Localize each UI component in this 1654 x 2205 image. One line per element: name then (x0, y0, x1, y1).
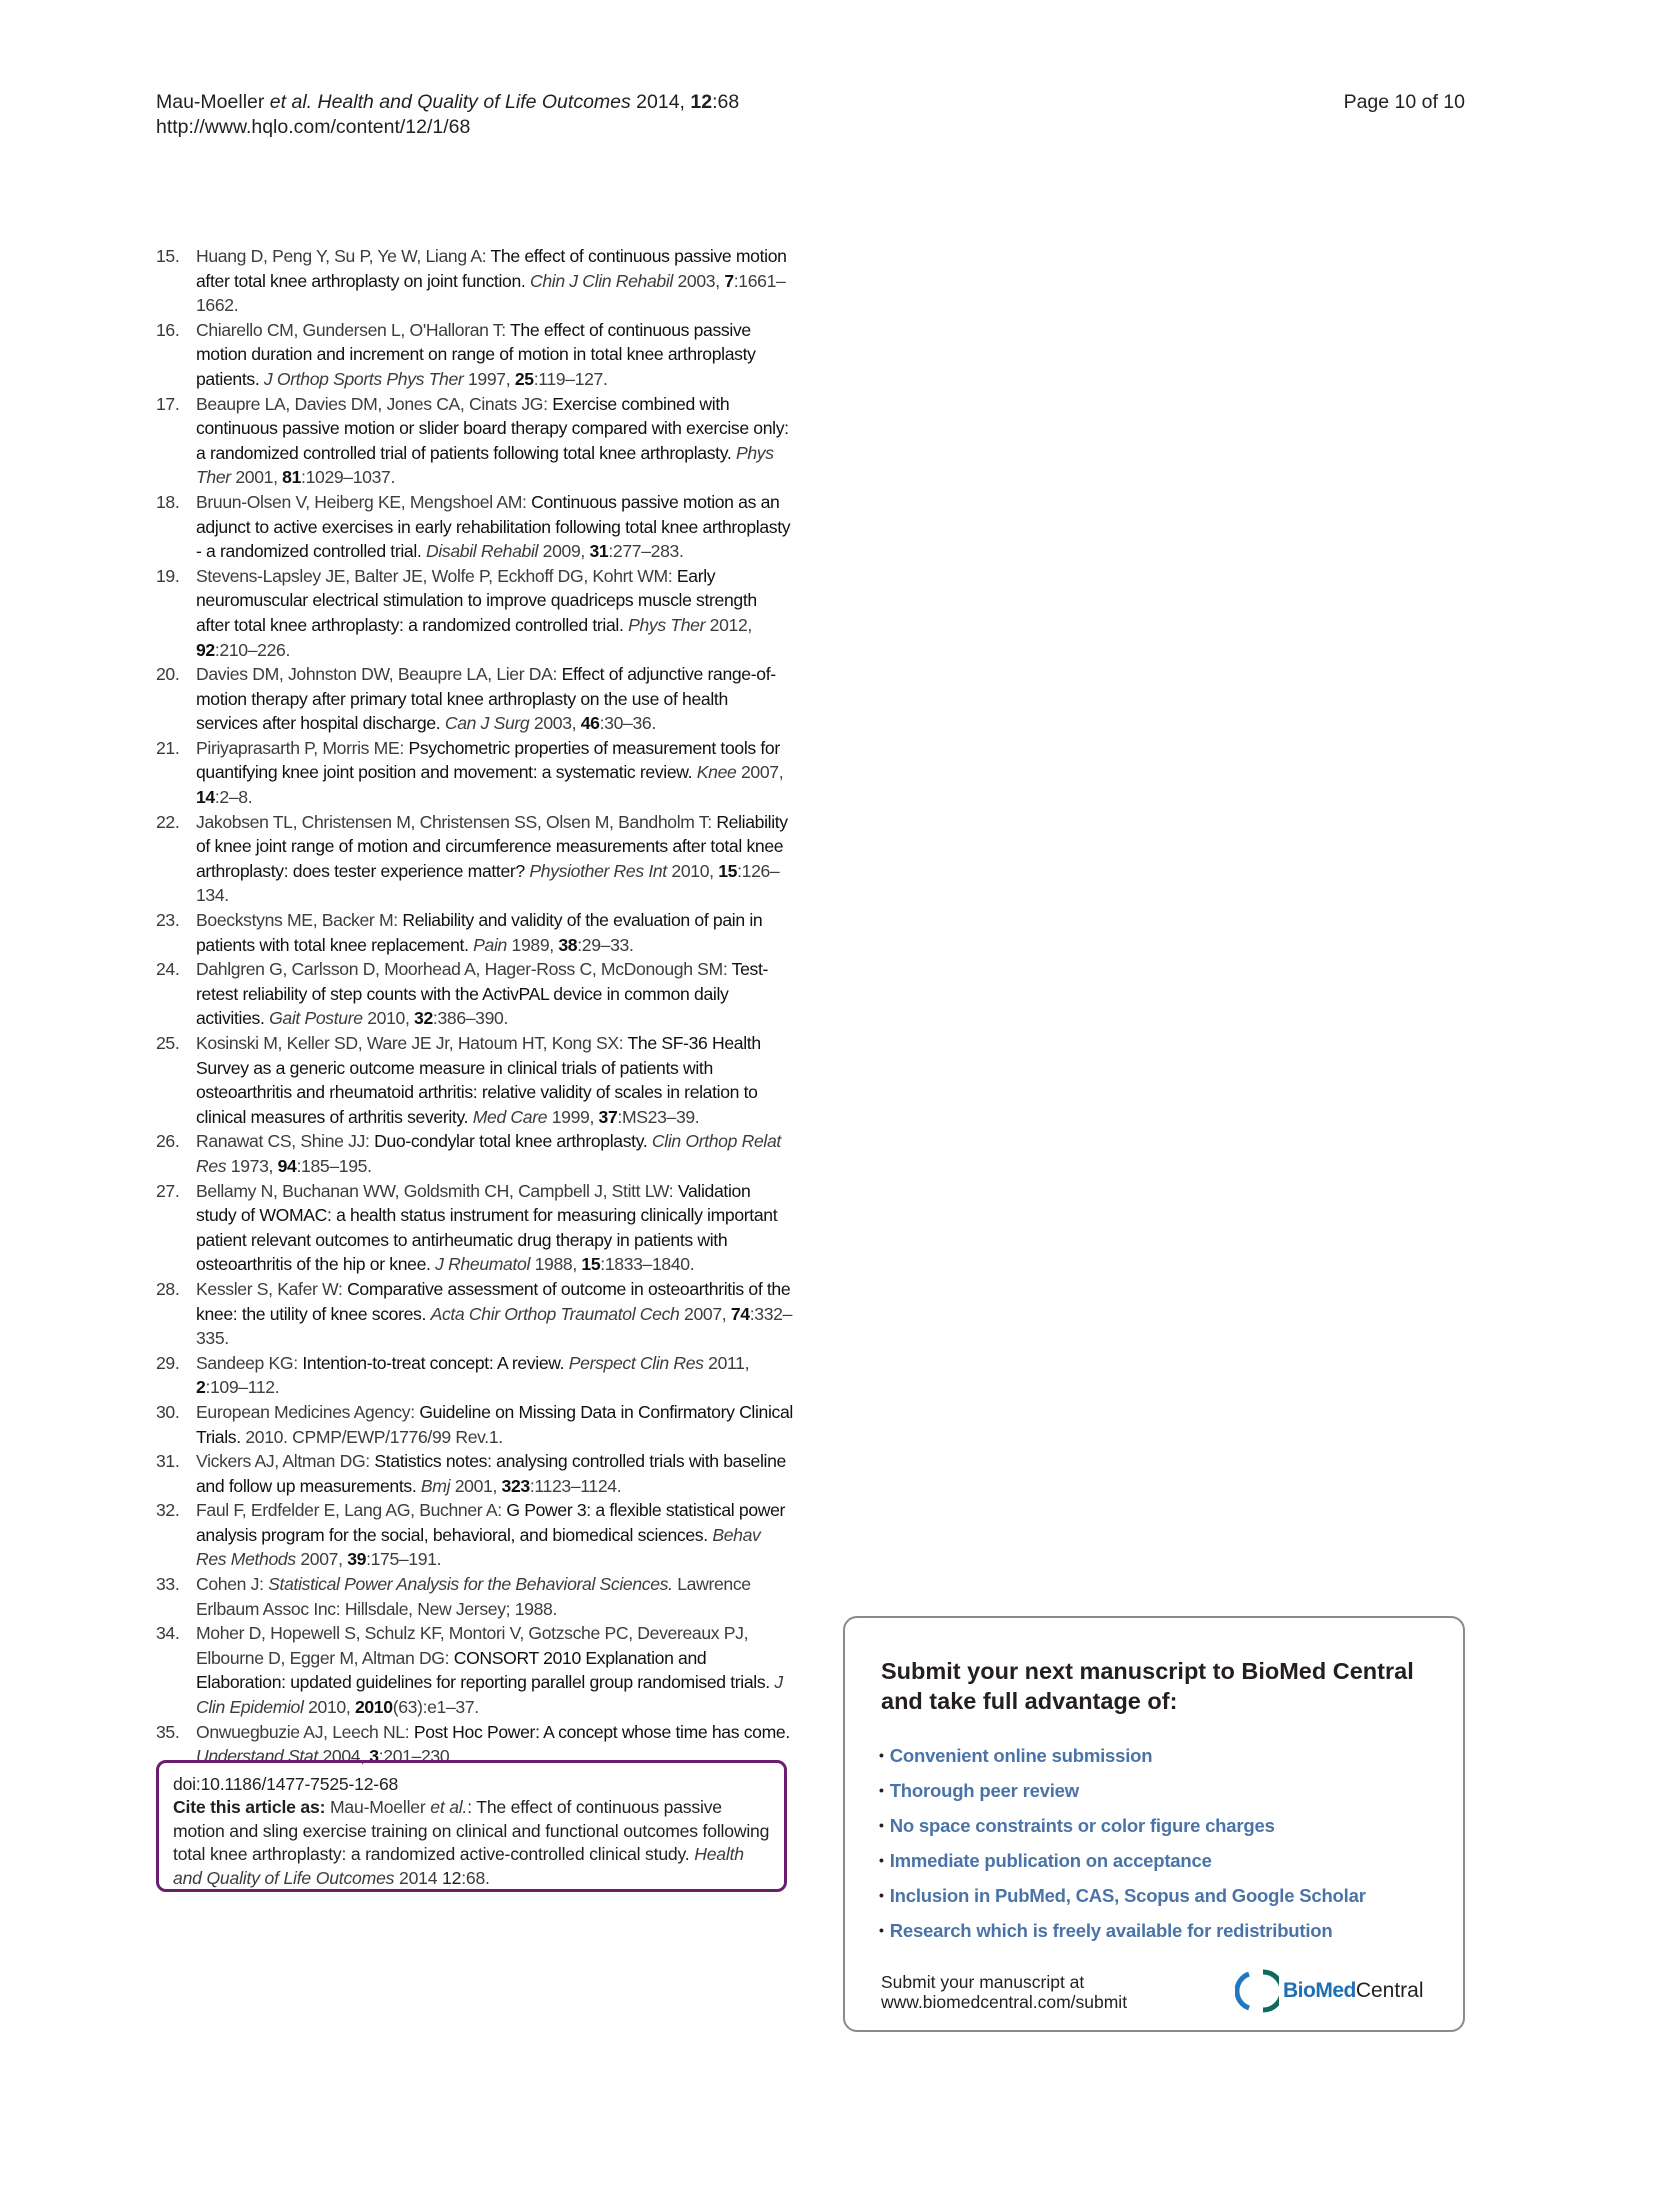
reference-title: Early neuromuscular electrical stimulation to improve quadriceps muscle strength after total knee arthroplasty: a randomized controlled trial. (196, 565, 757, 635)
reference-item (156, 1621, 794, 1719)
reference-list (156, 244, 794, 1769)
reference-item (156, 490, 794, 564)
biomed-central-promo (843, 1616, 1465, 2032)
reference-number: 22. (156, 811, 180, 832)
reference-pages: :119–127. (533, 368, 608, 389)
reference-pages: :126–134. (196, 860, 780, 906)
reference-volume: 31 (589, 541, 609, 562)
reference-authors: Sandeep KG: (196, 1352, 298, 1373)
header-volume: 12 (690, 91, 713, 113)
reference-title: Guideline on Missing Data in Confirmatory Clinical Trials. (196, 1401, 793, 1447)
reference-authors: Faul F, Erdfelder E, Lang AG, Buchner A: (196, 1500, 502, 1521)
reference-journal: Disabil Rehabil (426, 541, 539, 562)
reference-journal: J Orthop Sports Phys Ther (263, 368, 464, 389)
benefit-text: Thorough peer review (889, 1780, 1079, 1801)
reference-item (156, 564, 794, 662)
cite-journal: Health and Quality of Life Outcomes (173, 1844, 744, 1888)
cite-label: Cite this article as: (173, 1797, 326, 1818)
reference-journal: Acta Chir Orthop Traumatol Cech (430, 1303, 680, 1324)
reference-item (156, 244, 794, 318)
reference-item (156, 1498, 794, 1572)
reference-year: 1999, (551, 1106, 594, 1127)
reference-item (156, 1277, 794, 1351)
reference-year: 2010, (308, 1697, 351, 1718)
reference-title: Statistics notes: analysing controlled trials with baseline and follow up measurements. (196, 1451, 786, 1496)
reference-title: Effect of adjunctive range-of-motion therapy after primary total knee arthroplasty on the use of health services after hospital discharge. (196, 664, 776, 734)
reference-pages: :210–226. (214, 639, 290, 660)
reference-year: 2010. CPMP/EWP/1776/99 Rev.1. (245, 1426, 503, 1447)
reference-authors: Vickers AJ, Altman DG: (196, 1451, 370, 1472)
reference-item (156, 1449, 794, 1498)
reference-journal: Bmj (420, 1475, 451, 1496)
benefit-text: Inclusion in PubMed, CAS, Scopus and Google Scholar (889, 1885, 1366, 1906)
benefit-text: No space constraints or color figure charges (889, 1815, 1275, 1836)
citation-text (173, 1796, 770, 1890)
cite-authors: Mau-Moeller (329, 1797, 426, 1818)
reference-authors: Davies DM, Johnston DW, Beaupre LA, Lier DA: (196, 664, 558, 685)
reference-pages: :1029–1037. (301, 467, 396, 488)
reference-journal: J Clin Epidemiol (196, 1672, 783, 1718)
reference-title: Reliability of knee joint range of motion and circumference measurements after total knee arthroplasty: does tester experience matter? (196, 811, 788, 881)
reference-volume: 2 (196, 1377, 206, 1398)
reference-item (156, 810, 794, 908)
reference-number: 30. (156, 1401, 180, 1422)
bullet-icon: • (879, 1817, 884, 1833)
promo-benefit (879, 1913, 1366, 1948)
reference-number: 26. (156, 1131, 180, 1152)
reference-journal: Knee (696, 762, 737, 783)
reference-journal: J Rheumatol (435, 1254, 531, 1275)
reference-title: The effect of continuous passive motion duration and increment on range of motion in total knee arthroplasty patients. (196, 319, 756, 389)
reference-year: 2001, (454, 1475, 497, 1496)
reference-volume: 7 (724, 270, 734, 291)
reference-authors: Kessler S, Kafer W: (196, 1278, 343, 1299)
reference-authors: Onwuegbuzie AJ, Leech NL: (196, 1721, 410, 1742)
reference-year: 2003, (533, 713, 577, 734)
submit-info (881, 1972, 1127, 2012)
reference-year: 2010, (671, 860, 714, 881)
cite-etal: et al. (430, 1797, 468, 1818)
reference-volume: 92 (196, 639, 215, 660)
reference-authors: Cohen J: (196, 1574, 264, 1595)
reference-journal: Can J Surg (444, 713, 530, 734)
reference-year: 2012, (709, 614, 752, 635)
reference-year: 2007, (684, 1303, 727, 1324)
reference-authors: Piriyaprasarth P, Morris ME: (196, 737, 404, 758)
logo-central: Central (1355, 1979, 1424, 2002)
reference-number: 18. (156, 491, 180, 512)
reference-authors: Huang D, Peng Y, Su P, Ye W, Liang A: (196, 246, 487, 266)
reference-volume: 94 (277, 1155, 297, 1176)
header-authors: Mau-Moeller (156, 91, 265, 113)
reference-year: 2010, (367, 1008, 410, 1029)
reference-pages: :185–195. (296, 1155, 372, 1176)
promo-benefit (879, 1843, 1366, 1878)
doi[interactable]: doi:10.1186/1477-7525-12-68 (173, 1774, 399, 1794)
logo-biomed: BioMed (1283, 1979, 1356, 2002)
reference-year: Lawrence Erlbaum Assoc Inc: Hillsdale, New Jersey; 1988. (196, 1574, 751, 1619)
reference-pages: (63):e1–37. (392, 1697, 479, 1718)
reference-pages: :29–33. (577, 934, 634, 955)
bullet-icon: • (879, 1922, 884, 1938)
reference-title: Post Hoc Power: A concept whose time has come. (413, 1721, 790, 1742)
reference-year: 2004, (322, 1746, 365, 1767)
reference-year: 2009, (542, 541, 585, 562)
reference-authors: Ranawat CS, Shine JJ: (196, 1131, 370, 1152)
reference-year: 2007, (741, 762, 784, 783)
reference-journal: Phys Ther (628, 614, 706, 635)
reference-number: 33. (156, 1574, 180, 1595)
reference-volume: 2010 (354, 1697, 393, 1718)
submit-line: Submit your manuscript at (881, 1972, 1085, 1992)
reference-journal: Pain (473, 934, 507, 955)
reference-year: 1997, (467, 368, 511, 389)
header-article: :68 (712, 91, 740, 113)
reference-journal: Chin J Clin Rehabil (529, 270, 673, 291)
reference-year: 2007, (300, 1549, 343, 1570)
reference-authors: Moher D, Hopewell S, Schulz KF, Montori V, Gotzsche PC, Devereaux PJ, Elbourne D, Egger M, Altman DG: (196, 1623, 749, 1668)
submit-url[interactable]: www.biomedcentral.com/submit (881, 1992, 1128, 2012)
reference-number: 15. (156, 246, 180, 266)
reference-number: 24. (156, 959, 180, 980)
reference-year: 2003, (677, 270, 720, 291)
reference-title: Psychometric properties of measurement tools for quantifying knee joint position and movement: a systematic review. (196, 737, 780, 783)
promo-benefit (879, 1738, 1366, 1773)
reference-item (156, 662, 794, 736)
reference-pages: :30–36. (599, 713, 656, 734)
benefit-text: Convenient online submission (889, 1745, 1153, 1766)
reference-journal: Perspect Clin Res (568, 1352, 704, 1373)
cite-colon: : (467, 1797, 472, 1818)
reference-journal: Understand Stat (196, 1746, 318, 1767)
reference-title: Intention-to-treat concept: A review. (302, 1352, 565, 1373)
reference-pages: :109–112. (205, 1377, 280, 1398)
reference-pages: :175–191. (366, 1549, 442, 1570)
reference-pages: :277–283. (608, 541, 684, 562)
bullet-icon: • (879, 1852, 884, 1868)
reference-title: Comparative assessment of outcome in osteoarthritis of the knee: the utility of knee scores. (196, 1278, 791, 1324)
reference-journal: Statistical Power Analysis for the Behavioral Sciences. (268, 1574, 673, 1595)
reference-authors: European Medicines Agency: (196, 1401, 415, 1422)
bullet-icon: • (879, 1747, 884, 1763)
reference-number: 19. (156, 565, 180, 586)
reference-pages: :201–230. (378, 1746, 454, 1767)
reference-volume: 32 (414, 1008, 433, 1029)
reference-number: 23. (156, 910, 180, 931)
reference-authors: Bellamy N, Buchanan WW, Goldsmith CH, Campbell J, Stitt LW: (196, 1180, 674, 1201)
header-journal: Health and Quality of Life Outcomes (317, 91, 631, 113)
reference-title: CONSORT 2010 Explanation and Elaboration: updated guidelines for reporting parallel group randomised trials. (196, 1647, 770, 1693)
reference-volume: 81 (282, 467, 302, 488)
reference-number: 16. (156, 319, 180, 340)
reference-volume: 323 (501, 1475, 530, 1496)
cite-year: 2014 (398, 1867, 438, 1888)
reference-volume: 15 (718, 860, 738, 881)
reference-journal: Med Care (472, 1106, 548, 1127)
reference-volume: 25 (514, 368, 534, 389)
promo-benefit (879, 1808, 1366, 1843)
reference-year: 1989, (511, 934, 554, 955)
reference-authors: Kosinski M, Keller SD, Ware JE Jr, Hatoum HT, Kong SX: (196, 1033, 624, 1053)
benefit-text: Immediate publication on acceptance (889, 1850, 1212, 1871)
reference-authors: Chiarello CM, Gundersen L, O'Halloran T: (196, 319, 506, 340)
reference-year: 2001, (235, 467, 278, 488)
reference-item (156, 957, 794, 1031)
reference-volume: 15 (581, 1254, 601, 1275)
reference-title: Validation study of WOMAC: a health status instrument for measuring clinically important patient relevant outcomes to antirheumatic drug therapy in patients with osteoarthritis of the hip or knee. (196, 1180, 778, 1275)
promo-benefit (879, 1878, 1366, 1913)
reference-pages: :MS23–39. (617, 1106, 700, 1127)
reference-authors: Beaupre LA, Davies DM, Jones CA, Cinats JG: (196, 393, 548, 414)
reference-pages: :332–335. (196, 1303, 793, 1349)
reference-title: Reliability and validity of the evaluation of pain in patients with total knee replacement. (196, 910, 763, 955)
header-etal: et al. (269, 91, 313, 113)
reference-year: 1988, (534, 1254, 577, 1275)
reference-volume: 74 (730, 1303, 750, 1324)
bullet-icon: • (879, 1887, 884, 1903)
reference-authors: Bruun-Olsen V, Heiberg KE, Mengshoel AM: (196, 491, 527, 512)
reference-pages: :1661–1662. (196, 270, 786, 316)
reference-item (156, 1351, 794, 1400)
reference-year: 1973, (230, 1155, 274, 1176)
reference-journal: Physiother Res Int (529, 860, 667, 881)
reference-number: 35. (156, 1721, 180, 1742)
reference-number: 34. (156, 1623, 180, 1644)
reference-title: G Power 3: a flexible statistical power analysis program for the social, behavioral, and biomedical sciences. (196, 1500, 786, 1545)
reference-authors: Stevens-Lapsley JE, Balter JE, Wolfe P, Eckhoff DG, Kohrt WM: (196, 565, 673, 586)
cite-article: :68. (461, 1867, 490, 1888)
reference-title: Exercise combined with continuous passive motion or slider board therapy compared with exercise only: a randomized controlled trial of patients following total knee arthroplasty. (196, 393, 789, 463)
reference-item (156, 1400, 794, 1449)
reference-pages: :1123–1124. (529, 1475, 622, 1496)
reference-authors: Jakobsen TL, Christensen M, Christensen SS, Olsen M, Bandholm T: (196, 811, 712, 832)
citation-box (156, 1760, 787, 1892)
reference-number: 17. (156, 393, 180, 414)
reference-item (156, 1572, 794, 1621)
reference-number: 32. (156, 1500, 180, 1521)
reference-volume: 37 (598, 1106, 618, 1127)
reference-number: 25. (156, 1033, 180, 1053)
reference-number: 20. (156, 664, 180, 685)
reference-number: 21. (156, 737, 180, 758)
reference-volume: 14 (196, 787, 215, 808)
reference-journal: Phys Ther (196, 442, 774, 488)
reference-authors: Dahlgren G, Carlsson D, Moorhead A, Hager-Ross C, McDonough SM: (196, 959, 728, 980)
reference-item (156, 1031, 794, 1129)
reference-item (156, 908, 794, 957)
reference-number: 29. (156, 1352, 180, 1373)
reference-item (156, 1129, 794, 1178)
reference-item (156, 392, 794, 490)
cite-volume: 12 (442, 1867, 462, 1888)
reference-volume: 3 (369, 1746, 379, 1767)
reference-item (156, 1179, 794, 1277)
promo-heading: Submit your next manuscript to BioMed Central and take full advantage of: (881, 1658, 1414, 1714)
reference-title: The effect of continuous passive motion after total knee arthroplasty on joint function. (196, 246, 787, 291)
running-header-citation (156, 90, 739, 114)
reference-pages: :386–390. (432, 1008, 509, 1029)
reference-journal: Gait Posture (269, 1008, 363, 1029)
biomed-central-logo (1235, 1968, 1435, 2014)
reference-volume: 39 (347, 1549, 367, 1570)
reference-number: 27. (156, 1180, 180, 1201)
header-url[interactable]: http://www.hqlo.com/content/12/1/68 (156, 116, 471, 138)
reference-title: Test-retest reliability of step counts with the ActivPAL device in common daily activities. (196, 959, 769, 1029)
bmc-ring-icon (1235, 1968, 1279, 2014)
promo-benefit (879, 1773, 1366, 1808)
reference-volume: 38 (558, 934, 578, 955)
header-year: 2014, (636, 91, 685, 113)
reference-journal: Clin Orthop Relat Res (196, 1131, 781, 1176)
page-number: Page 10 of 10 (1343, 91, 1465, 113)
reference-item (156, 736, 794, 810)
promo-benefits-list (879, 1738, 1366, 1948)
reference-pages: :1833–1840. (600, 1254, 695, 1275)
reference-title: The SF-36 Health Survey as a generic outcome measure in clinical trials of patients with osteoarthritis and rheumatoid arthritis: relative validity of scales in relation to clinical measures of arthritis severity. (196, 1033, 761, 1127)
reference-number: 31. (156, 1451, 180, 1472)
reference-number: 28. (156, 1278, 180, 1299)
reference-volume: 46 (580, 713, 600, 734)
reference-title: Continuous passive motion as an adjunct to active exercises in early rehabilitation following total knee arthroplasty - a randomized controlled trial. (196, 491, 791, 562)
reference-journal: Behav Res Methods (196, 1524, 761, 1570)
reference-authors: Boeckstyns ME, Backer M: (196, 910, 398, 931)
bullet-icon: • (879, 1782, 884, 1798)
cite-title: The effect of continuous passive motion and sling exercise training on clinical and functional outcomes following total knee arthroplasty: a randomized active-controlled clinical study. (173, 1797, 770, 1865)
reference-pages: :2–8. (214, 787, 253, 808)
reference-item (156, 318, 794, 392)
reference-year: 2011, (708, 1352, 750, 1373)
reference-title: Duo-condylar total knee arthroplasty. (374, 1131, 648, 1152)
benefit-text: Research which is freely available for redistribution (889, 1920, 1333, 1941)
